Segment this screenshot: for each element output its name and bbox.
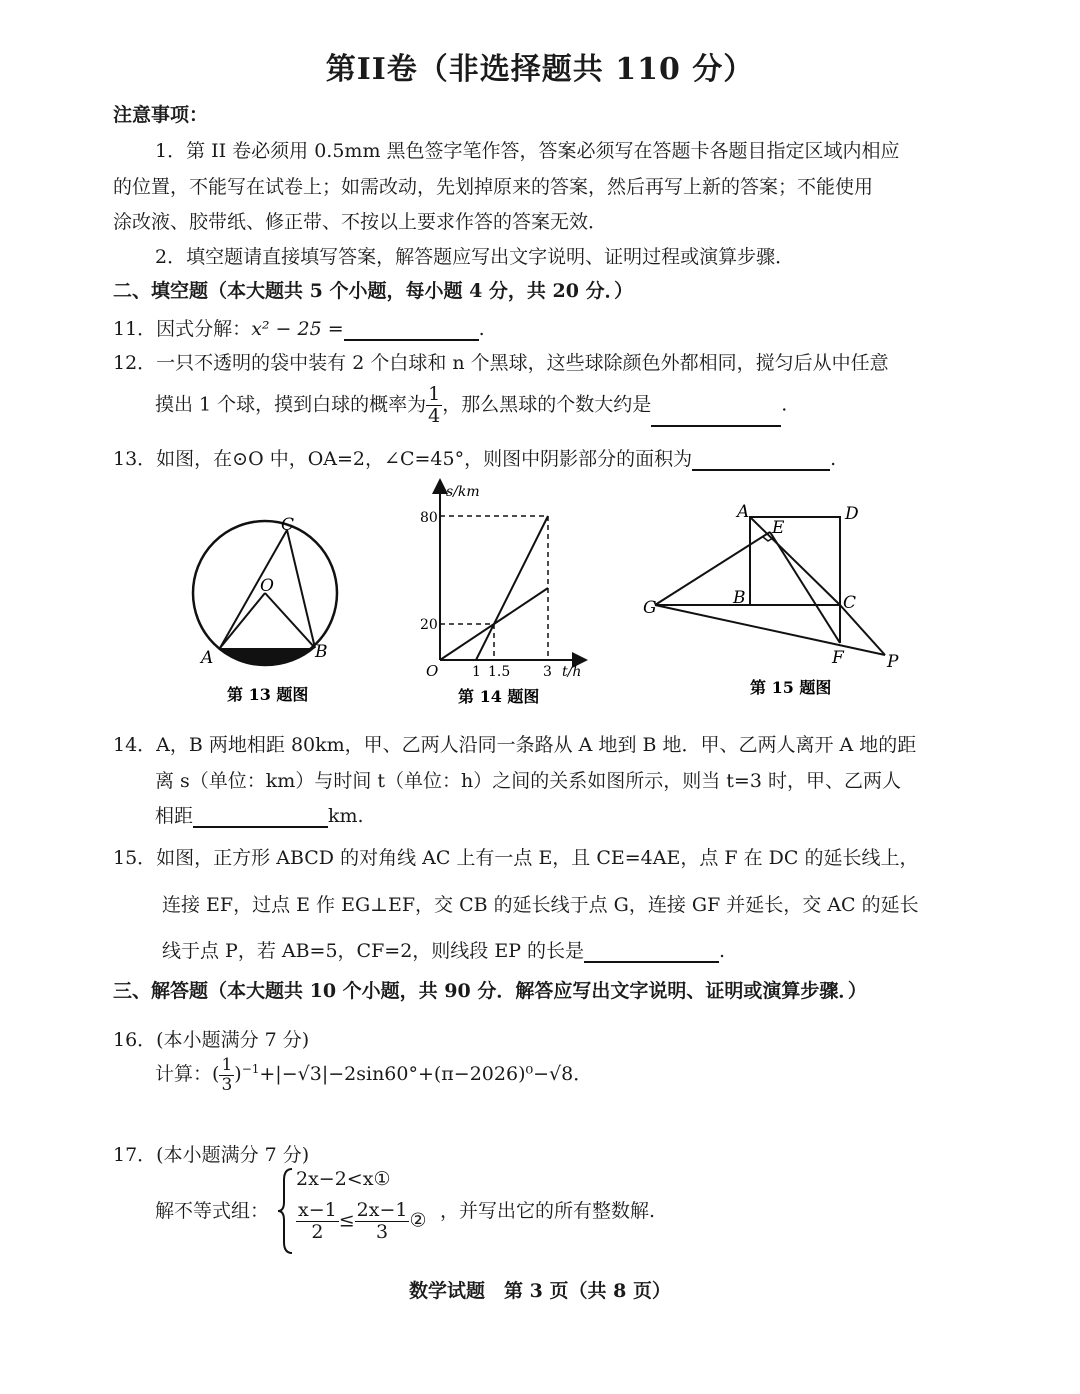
fig15-label-B: B [733,588,746,608]
q16-fraction [219,1056,234,1094]
notice-item1-line3: 涂改液、胶带纸、修正带、不按以上要求作答的答案无效． [113,211,608,233]
q15-end: . [719,940,726,962]
section2-heading: 二、填空题（本大题共 5 个小题，每小题 4 分，共 20 分．） [113,280,634,302]
q16-frac-num: 1 [221,1055,233,1075]
q11-end: . [478,318,485,340]
fig14-tick-20: 20 [420,617,438,633]
figure-14 [410,478,590,710]
q17-left-brace [276,1166,296,1256]
fig13-label-C: C [281,515,295,535]
q12-answer-blank [651,407,781,427]
fig15-line-GE [655,532,770,605]
q14-line3 [155,801,364,828]
q14-line1: 14．A，B 两地相距 80km，甲、乙两人沿同一条路从 A 地到 B 地．甲、乙两人离开 A 地的距 [113,734,917,756]
fig15-label-P: P [887,652,899,672]
fig15-label-A: A [737,502,750,522]
q12-fraction [426,384,442,427]
q13-end: . [830,448,837,470]
fig14-line-yi [476,516,548,660]
fig14-xlabel: t/h [562,664,582,680]
fig15-label-C: C [843,593,857,613]
fig15-diagonal-AC [750,517,840,605]
section3-heading: 三、解答题（本大题共 10 个小题，共 90 分．解答应写出文字说明、证明或演算步骤．） [113,980,867,1002]
q17-label: 解不等式组： [155,1200,270,1222]
notice-heading: 注意事项： [113,104,209,126]
figure-13 [185,505,355,710]
q12-line2-post: ，那么黑球的个数大约是 [442,393,652,416]
fig13-line-OA [220,593,265,648]
notice-item2: 2．填空题请直接填写答案，解答题应写出文字说明、证明过程或演算步骤． [155,246,795,268]
fig14-caption: 第 14 题图 [458,687,540,706]
fig15-label-D: D [845,504,859,524]
q16-frac-den: 3 [221,1074,233,1095]
q12-frac-num: 1 [428,383,441,405]
q15-line2: 连接 EF，过点 E 作 EG⊥EF，交 CB 的延长线于点 G，连接 GF 并延长，交 AC 的延长 [162,894,919,916]
fig13-label-B: B [315,642,328,662]
q15-line3-pre: 线于点 P，若 AB=5，CF=2，则线段 EP 的长是 [162,940,585,962]
q17-left-num: x−1 [298,1199,337,1221]
fig13-label-O: O [260,576,274,596]
q16-rest: +|−√3|−2sin60°+(π−2026)⁰−√8． [259,1063,593,1086]
fig13-label-A: A [201,648,214,668]
fig14-origin: O [426,662,439,680]
q14-line2: 离 s（单位：km）与时间 t（单位：h）之间的关系如图所示，则当 t=3 时，甲、乙两人 [155,770,901,792]
q12-end: . [781,393,788,416]
q14-line3-post: km. [328,805,364,827]
q15-line3 [162,936,725,963]
fig13-shaded-segment [220,648,315,666]
q12-line1: 12．一只不透明的袋中装有 2 个白球和 n 个黑球，这些球除颜色外都相同，搅匀后从中任意 [113,352,889,374]
q11-answer-blank [344,321,479,341]
question-13 [113,444,836,471]
fig13-caption: 第 13 题图 [227,685,309,704]
fig15-caption: 第 15 题图 [750,678,832,697]
q12-frac-den: 4 [428,404,441,427]
q12-line2 [155,384,787,427]
q16-expression: 计算：( $\frac{1}{3}$ )$^{-1}$+|−√3|−2sin60°+(π−2026)⁰−√8． [155,1055,593,1095]
q17-left-fraction [296,1200,339,1243]
q14-line3-pre: 相距 [155,805,194,827]
q17-left-den: 2 [311,1220,324,1243]
q15-line1: 15．如图，正方形 ABCD 的对角线 AC 上有一点 E，且 CE=4AE，点 F 在 DC 的延长线上， [113,847,919,869]
q17-right-den: 3 [376,1220,389,1243]
q16-label: 计算： [155,1063,213,1086]
q17-tail: ，并写出它的所有整数解. [440,1200,656,1222]
q11-text: 11．因式分解： [113,318,252,340]
notice-item1-line1: 1．第 II 卷必须用 0.5mm 黑色签字笔作答，答案必须写在答题卡各题目指定区域内相应 [155,140,900,162]
page-title: 第II卷（非选择题共 110 分） [325,52,755,87]
fig13-line-CB [287,530,315,648]
q13-text: 13．如图，在⊙O 中，OA=2，∠C=45°，则图中阴影部分的面积为 [113,448,693,470]
q15-answer-blank [584,943,719,963]
q17-head: 17．(本小题满分 7 分) [113,1144,310,1166]
fig15-label-F: F [832,648,844,668]
figure-15 [635,495,915,705]
fig13-line-CA [220,530,287,648]
q17-op: ≤ [338,1209,355,1232]
page-footer: 数学试题 第 3 页（共 8 页） [409,1280,671,1302]
q11-expression: x² − 25 = [251,318,344,340]
q17-inequality-1: 2x−2<x① [296,1168,391,1190]
fig14-tick-80: 80 [420,510,438,526]
q17-right-num: 2x−1 [356,1199,408,1221]
fig14-tick-1: 1 [472,664,481,680]
fig14-tick-1-5: 1.5 [488,664,511,680]
q13-answer-blank [692,451,830,471]
fig14-ylabel: s/km [446,484,480,500]
fig15-label-G: G [643,598,657,618]
notice-item1-line2: 的位置，不能写在试卷上；如需改动，先划掉原来的答案，然后再写上新的答案；不能使用 [113,176,874,198]
q14-answer-blank [193,808,328,828]
q17-inequality-2 [296,1200,427,1243]
fig14-tick-3: 3 [543,664,552,680]
question-11 [113,314,485,341]
q17-mark-2: ② [409,1209,427,1232]
q12-line2-pre: 摸出 1 个球，摸到白球的概率为 [155,393,427,416]
fig15-line-EF [770,532,840,643]
fig15-label-E: E [772,518,785,538]
q16-exponent: −1 [241,1061,260,1076]
q16-head: 16．(本小题满分 7 分) [113,1029,310,1051]
q17-right-fraction [355,1200,410,1243]
